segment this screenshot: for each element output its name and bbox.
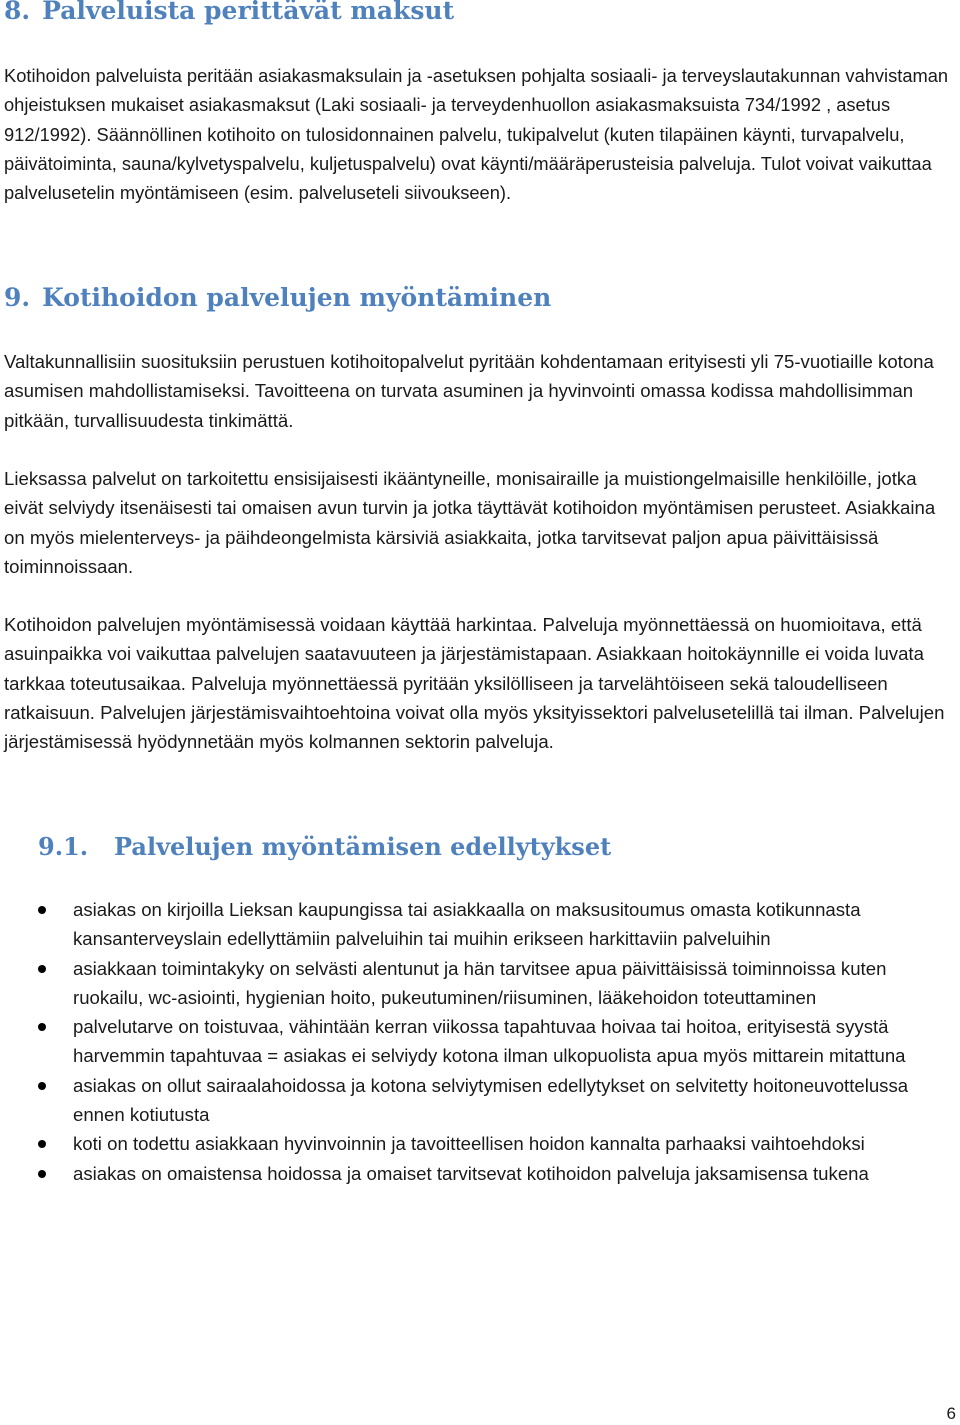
list-item-text: asiakkaan toimintakyky on selvästi alentunut ja hän tarvitsee apua päivittäisissä toiminnoissa kuten ruokailu, wc-asiointi, hygienian hoito, pukeutuminen/riisuminen, lääkehoidon toteuttaminen bbox=[73, 957, 887, 1008]
list-item-text: palvelutarve on toistuvaa, vähintään kerran viikossa tapahtuvaa hoivaa tai hoitoa, erityisestä syystä harvemmin tapahtuvaa = asiakas ei selviydy kotona ilman ulkopuolista apua myös mittarein mitattuna bbox=[73, 1016, 906, 1067]
section-title: Kotihoidon palvelujen myöntäminen bbox=[42, 283, 552, 312]
section-9-paragraph-2: Lieksassa palvelut on tarkoitettu ensisijaisesti ikääntyneille, monisairaille ja muistiongelmaisille henkilöille, jotka eivät selviydy itsenäisesti tai omaisen avun turvin ja jotka täyttävät kotihoidon myöntämisen perusteet. Asiakkaina on myös mielenterveys- ja päihdeongelmista kärsiviä asiakkaita, jotka tarvitsevat paljon apua päivittäisissä toiminnoissaan. bbox=[4, 468, 936, 577]
section-title: Palvelujen myöntämisen edellytykset bbox=[114, 832, 612, 861]
list-item bbox=[0, 895, 933, 954]
section-9-paragraph-1: Valtakunnallisiin suosituksiin perustuen kotihoitopalvelut pyritään kohdentamaan erityisesti yli 75-vuotiaille kotona asumisen mahdollistamiseksi. Tavoitteena on turvata asuminen ja hyvinvointi omassa kodissa mahdollisimman pitkään, turvallisuudesta tinkimättä. bbox=[4, 351, 934, 431]
bullet-icon bbox=[38, 1170, 46, 1178]
list-item bbox=[0, 1071, 933, 1130]
section-title: Palveluista perittävät maksut bbox=[42, 0, 455, 25]
bullet-icon bbox=[38, 1023, 46, 1031]
section-number: 8. bbox=[4, 0, 31, 25]
bullet-icon bbox=[38, 965, 46, 973]
bullet-icon bbox=[38, 906, 46, 914]
section-9-paragraph-3: Kotihoidon palvelujen myöntämisessä voidaan käyttää harkintaa. Palveluja myönnettäessä on huomioitava, että asuinpaikka voi vaikuttaa palvelujen saatavuuteen ja järjestämistapaan. Asiakkaan hoitokäynnille ei voida luvata tarkkaa toteutusaikaa. Palveluja myönnettäessä pyritään yksilölliseen ja tarvelähtöiseen sekä taloudelliseen ratkaisuun. Palvelujen järjestämisvaihtoehtoina voivat olla myös yksityissektori palvelusetelillä tai ilman. Palvelujen järjestämisessä hyödynnetään myös kolmannen sektorin palveluja. bbox=[4, 614, 945, 753]
list-item bbox=[0, 1129, 933, 1158]
bullet-icon bbox=[38, 1140, 46, 1148]
section-9-1-heading bbox=[38, 832, 611, 861]
bullet-icon bbox=[38, 1082, 46, 1090]
section-8-paragraph: Kotihoidon palveluista peritään asiakasmaksulain ja -asetuksen pohjalta sosiaali- ja terveyslautakunnan vahvistaman ohjeistuksen mukaiset asiakasmaksut (Laki sosiaali- ja terveydenhuollon asiakasmaksuista 734/1992 , asetus 912/1992). Säännöllinen kotihoito on tulosidonnainen palvelu, tukipalvelut (kuten tilapäinen käynti, turvapalvelu, päivätoiminta, sauna/kylvetyspalvelu, kuljetuspalvelu) ovat käynti/määräperusteisia palveluja. Tulot voivat vaikuttaa palvelusetelin myöntämiseen (esim. palveluseteli siivoukseen). bbox=[4, 65, 949, 204]
list-item bbox=[0, 954, 933, 1013]
section-8-heading bbox=[4, 0, 454, 25]
list-item-text: asiakas on omaistensa hoidossa ja omaiset tarvitsevat kotihoidon palveluja jaksamisensa tukena bbox=[73, 1162, 869, 1184]
section-9-heading bbox=[4, 283, 551, 312]
section-number: 9. bbox=[4, 283, 31, 312]
list-item bbox=[0, 1159, 933, 1188]
page-number: 6 bbox=[946, 1404, 956, 1423]
section-number: 9.1. bbox=[38, 832, 89, 861]
requirements-list bbox=[0, 895, 960, 1188]
list-item-text: koti on todettu asiakkaan hyvinvoinnin ja tavoitteellisen hoidon kannalta parhaaksi vaihtoehdoksi bbox=[73, 1133, 865, 1155]
list-item bbox=[0, 1012, 933, 1071]
list-item-text: asiakas on kirjoilla Lieksan kaupungissa tai asiakkaalla on maksusitoumus omasta kotikunnasta kansanterveyslain edellyttämiin palveluihin tai muihin erikseen harkittaviin palveluihin bbox=[73, 899, 861, 950]
list-item-text: asiakas on ollut sairaalahoidossa ja kotona selviytymisen edellytykset on selvitetty hoitoneuvottelussa ennen kotiutusta bbox=[73, 1074, 909, 1126]
